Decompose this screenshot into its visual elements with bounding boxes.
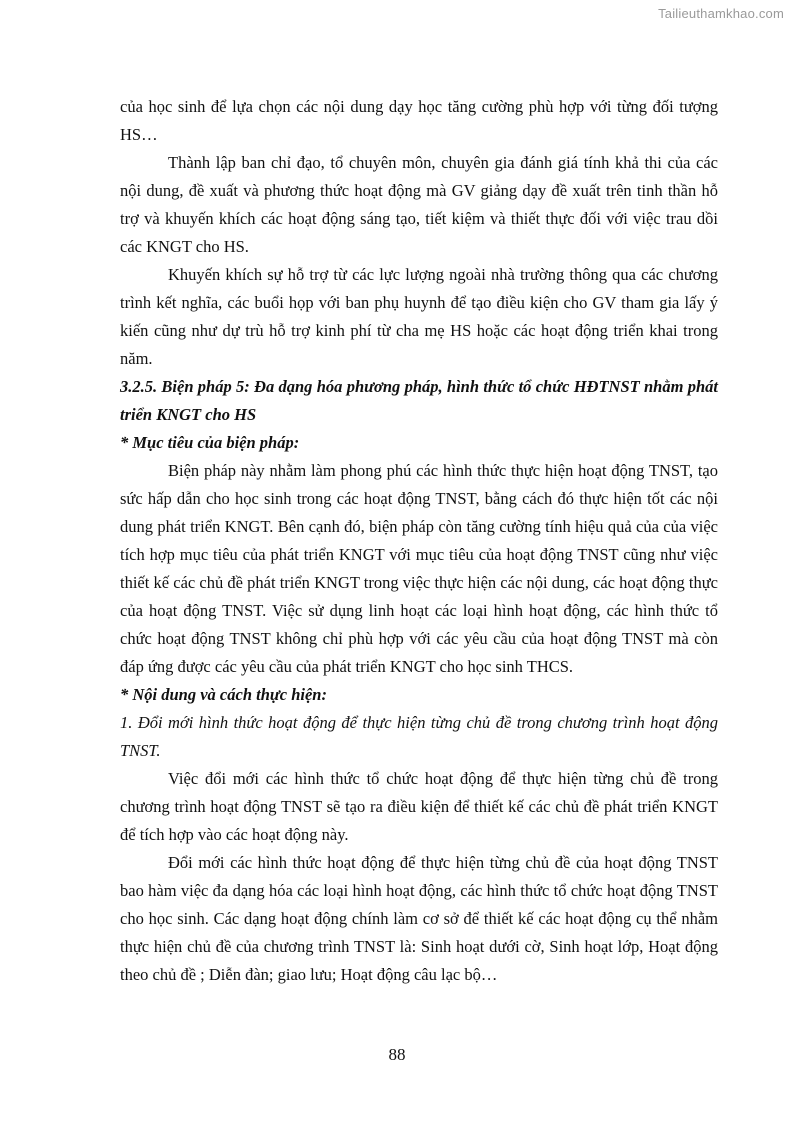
paragraph: Việc đổi mới các hình thức tổ chức hoạt động để thực hiện từng chủ đề trong chương trình hoạt động TNST sẽ tạo ra điều kiện để thiết kế các chủ đề phát triển KNGT để tích hợp vào các hoạt động này. [120,769,718,844]
page-number: 88 [388,1045,406,1064]
paragraph: Đổi mới các hình thức hoạt động để thực hiện từng chủ đề của hoạt động TNST bao hàm việc đa dạng hóa các loại hình hoạt động, các hình thức tổ chức hoạt động TNST cho học sinh. Các dạng hoạt động chính làm cơ sở để thiết kế các hoạt động cụ thể nhằm thực hiện chủ đề của chương trình TNST là: Sinh hoạt dưới cờ, Sinh hoạt lớp, Hoạt động theo chủ đề ; Diễn đàn; giao lưu; Hoạt động câu lạc bộ… [120,853,718,984]
paragraph: Thành lập ban chỉ đạo, tổ chuyên môn, chuyên gia đánh giá tính khả thi của các nội dung, đề xuất và phương thức hoạt động mà GV giảng dạy đề xuất trên tinh thần hỗ trợ và khuyến khích các hoạt động sáng tạo, tiết kiệm và thiết thực đối với việc trau dồi các KNGT cho HS. [120,153,718,256]
document-body [120,93,718,989]
paragraph: Biện pháp này nhằm làm phong phú các hình thức thực hiện hoạt động TNST, tạo sức hấp dẫn cho học sinh trong các hoạt động TNST, bằng cách đó thực hiện tốt các nội dung phát triển KNGT. Bên cạnh đó, biện pháp còn tăng cường tính hiệu quả của của việc tích hợp mục tiêu của phát triển KNGT với mục tiêu của hoạt động TNST cũng như việc thiết kế các chủ đề phát triển KNGT trong việc thực hiện các nội dung, các hoạt động thực của hoạt động TNST. Việc sử dụng linh hoạt các loại hình hoạt động, các hình thức tổ chức hoạt động TNST không chỉ phù hợp với các yêu cầu của hoạt động TNST mà còn đáp ứng được các yêu cầu của phát triển KNGT cho học sinh THCS. [120,461,718,676]
subheading-content: * Nội dung và cách thực hiện: [120,685,327,704]
paragraph: Khuyến khích sự hỗ trợ từ các lực lượng ngoài nhà trường thông qua các chương trình kết nghĩa, các buổi họp với ban phụ huynh để tạo điều kiện cho GV tham gia lấy ý kiến cũng như dự trù hỗ trợ kinh phí từ cha mẹ HS hoặc các hoạt động triển khai trong năm. [120,265,718,368]
watermark-text: Tailieuthamkhao.com [658,6,784,21]
paragraph: của học sinh để lựa chọn các nội dung dạy học tăng cường phù hợp với từng đối tượng HS… [120,97,718,144]
section-heading: 3.2.5. Biện pháp 5: Đa dạng hóa phương pháp, hình thức tổ chức HĐTNST nhằm phát triển KNGT cho HS [120,377,718,424]
subheading-objective: * Mục tiêu của biện pháp: [120,433,300,452]
italic-subheading: 1. Đổi mới hình thức hoạt động để thực hiện từng chủ đề trong chương trình hoạt động TNST. [120,713,718,760]
